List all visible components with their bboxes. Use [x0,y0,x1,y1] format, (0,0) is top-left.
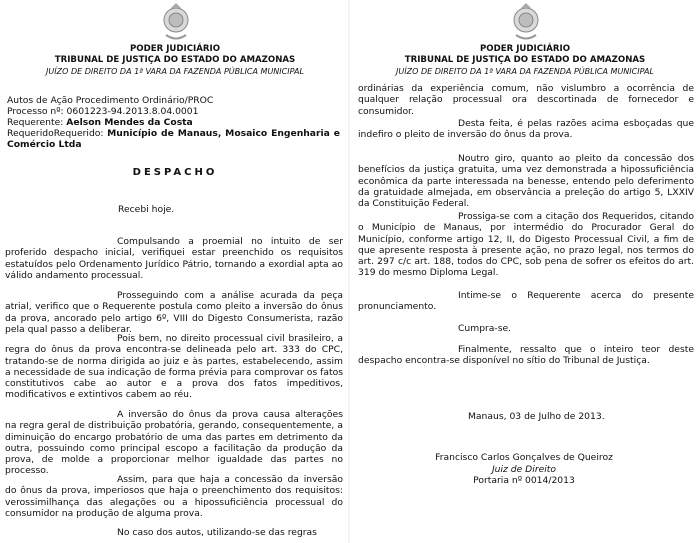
case-type: Autos de Ação Procedimento Ordinário/PROC [7,95,214,106]
paragraph: Pois bem, no direito processual civil brasileiro, a regra do ônus da prova encontra-se delineada pelo art. 333 do CPC, tratando-se de norma dirigida ao juiz e às partes, estabelecendo, assim a necessidade de sua indicação de forma prévia para comprovar os fatos constitutivos cabe ao autor e a prova dos fatos impeditivos, modificativos e extintivos cabem ao réu. [5,333,343,401]
paragraph: ordinárias da experiência comum, não vislumbro a ocorrência de qualquer relação processual ora descortinada de fornecedor e consumidor. [358,83,694,117]
paragraph: No caso dos autos, utilizando-se das regras [117,527,317,538]
paragraph: Cumpra-se. [458,323,512,334]
requerente-name: Aelson Mendes da Costa [66,117,193,128]
paragraph: Recebi hoje. [118,204,175,215]
paragraph: Prossiga-se com a citação dos Requeridos, citando o Município de Manaus, por intermédio do Procurador Geral do Município, conforme artigo 12, II, do Digesto Processual Civil, a fim de que apresente resposta à presente ação, no prazo legal, nos termos do art. 297 c/c art. 188, todos do CPC, sob pena de sofrer os efeitos do art. 319 do mesmo Diploma Legal. [358,211,694,279]
document-title: DESPACHO [132,167,218,178]
juizo-name: JUÍZO DE DIREITO DA 1ª VARA DA FAZENDA PÚBLICA MUNICIPAL [46,67,304,76]
court-name: PODER JUDICIÁRIO [480,44,570,54]
judge-role: Juiz de Direito [491,463,557,475]
requerente-line: Requerente: Aelson Mendes da Costa [7,117,193,128]
judge-name: Francisco Carlos Gonçalves de Queiroz [435,452,613,463]
court-name: PODER JUDICIÁRIO [130,44,220,54]
place-date: Manaus, 03 de Julho de 2013. [468,411,605,422]
case-info [7,95,340,150]
paragraph: A inversão do ônus da prova causa alterações na regra geral de distribuição probatória, gerando, consequentemente, a diminuição do encargo probatório de uma das partes em detrimento da outra, possuindo como principal escopo a facilitação da produção da prova, de molde a proporcionar melhor igualdade das partes no processo. [5,409,343,477]
paragraph: Prosseguindo com a análise acurada da peça atrial, verifico que o Requerente postula como pleito a inversão do ônus da prova, ancorado pelo artigo 6º, VIII do Digesto Consumerista, razão pela qual passo a deliberar. [5,290,343,335]
paragraph: Noutro giro, quanto ao pleito da concessão dos benefícios da justiça gratuita, uma vez demonstrada a hipossuficiência econômica da parte interessada na benesse, entendo pelo deferimento da gratuidade almejada, em observância a preleção do artigo 5, LXXIV da Constituição Federal. [358,153,694,210]
court-seal-icon [510,2,542,42]
tribunal-name: TRIBUNAL DE JUSTIÇA DO ESTADO DO AMAZONAS [54,55,296,65]
court-seal-icon [160,2,192,42]
juizo-name: JUÍZO DE DIREITO DA 1ª VARA DA FAZENDA PÚBLICA MUNICIPAL [396,67,654,76]
signature-block [410,452,638,487]
document-header [350,44,700,77]
requerido-name: Município de Manaus, Mosaico Engenharia e Comércio Ltda [7,128,341,150]
document-header [0,44,350,77]
portaria: Portaria nº 0014/2013 [473,475,575,486]
paragraph: Finalmente, ressalto que o inteiro teor deste despacho encontra-se disponível no sítio do Tribunal de Justiça. [358,344,694,367]
paragraph: Compulsando a proemial no intuito de ser proferido despacho inicial, verifiquei estar preenchido os requisitos estatuídos pelo Ordenamento Jurídico Pátrio, tornando a exordial apta ao válido andamento processual. [5,236,343,281]
tribunal-name: TRIBUNAL DE JUSTIÇA DO ESTADO DO AMAZONAS [404,55,646,65]
requerido-line: RequeridoRequerido: Município de Manaus, Mosaico Engenharia e Comércio Ltda [7,128,341,150]
case-number: Processo nº: 0601223-94.2013.8.04.0001 [7,106,199,117]
document-page-right [350,0,700,543]
paragraph: Assim, para que haja a concessão da inversão do ônus da prova, imperiosos que haja o preenchimento dos requisitos: verossimilhança das alegações ou a hipossuficiência processual do consumidor na produção de alguma prova. [5,474,343,519]
paragraph: Intime-se o Requerente acerca do presente pronunciamento. [358,290,694,313]
paragraph: Desta feita, é pelas razões acima esboçadas que indefiro o pleito de inversão do ônus da prova. [358,118,694,141]
